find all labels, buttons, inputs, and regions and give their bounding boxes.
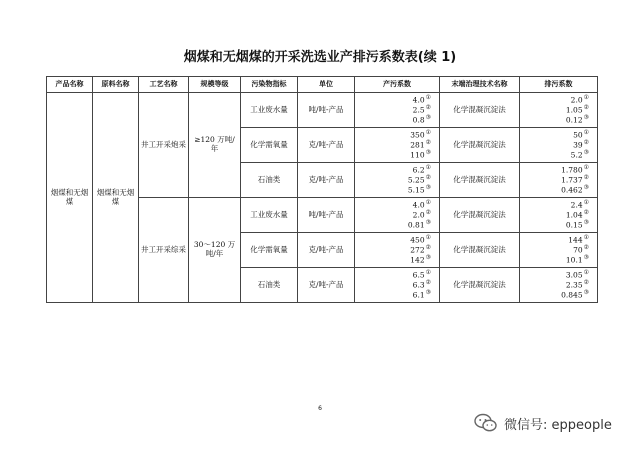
cell-produce-coef xyxy=(355,163,440,198)
cell-pollutant: 化学需氧量 xyxy=(241,233,298,268)
cell-tech: 化学混凝沉淀法 xyxy=(440,198,520,233)
header-material: 原料名称 xyxy=(93,77,139,93)
page-title: 烟煤和无烟煤的开采洗选业产排污系数表(续 1) xyxy=(183,50,457,65)
value-line: 1.737② xyxy=(561,173,589,185)
value-line: 1.05② xyxy=(565,103,589,115)
watermark-text: 微信号: eppeople xyxy=(504,417,612,433)
value-line: 6.3② xyxy=(412,278,431,290)
value-line: 1.780① xyxy=(561,163,589,175)
value-line: 6.2① xyxy=(412,163,431,175)
cell-unit: 克/吨-产品 xyxy=(298,163,355,198)
cell-tech: 化学混凝沉淀法 xyxy=(440,233,520,268)
value-line: 0.462③ xyxy=(561,184,589,195)
value-line: 0.12③ xyxy=(565,114,589,125)
cell-pollutant: 石油类 xyxy=(241,163,298,198)
cell-emit-coef xyxy=(520,128,598,163)
value-line: 3.05① xyxy=(565,268,589,280)
cell-material: 烟煤和无烟煤 xyxy=(93,93,139,303)
page-number: 6 xyxy=(318,405,322,412)
header-product: 产品名称 xyxy=(47,77,93,93)
header-scale: 规模等级 xyxy=(189,77,241,93)
cell-unit: 克/吨-产品 xyxy=(298,268,355,303)
value-line: 0.845③ xyxy=(561,289,589,300)
cell-process: 井工开采综采 xyxy=(139,198,189,303)
cell-emit-coef xyxy=(520,233,598,268)
value-line: 144① xyxy=(568,233,589,245)
value-line: 2.0② xyxy=(412,208,431,220)
header-unit: 单位 xyxy=(298,77,355,93)
cell-scale: ≥120 万吨/年 xyxy=(189,93,241,198)
value-line: 1.04② xyxy=(565,208,589,220)
cell-pollutant: 工业废水量 xyxy=(241,93,298,128)
cell-process: 井工开采炮采 xyxy=(139,93,189,198)
cell-emit-coef xyxy=(520,93,598,128)
cell-pollutant: 石油类 xyxy=(241,268,298,303)
cell-unit: 克/吨-产品 xyxy=(298,233,355,268)
value-line: 2.35② xyxy=(565,278,589,290)
cell-emit-coef xyxy=(520,268,598,303)
cell-tech: 化学混凝沉淀法 xyxy=(440,93,520,128)
value-line: 2.0① xyxy=(570,93,589,105)
value-line: 142③ xyxy=(410,254,431,265)
cell-emit-coef xyxy=(520,198,598,233)
header-emit-coef: 排污系数 xyxy=(520,77,598,93)
value-line: 0.8③ xyxy=(412,114,431,125)
cell-tech: 化学混凝沉淀法 xyxy=(440,268,520,303)
value-line: 110③ xyxy=(410,149,431,160)
value-line: 5.25② xyxy=(407,173,431,185)
wechat-icon xyxy=(474,413,498,433)
value-line: 39② xyxy=(573,138,589,150)
cell-tech: 化学混凝沉淀法 xyxy=(440,128,520,163)
value-line: 6.1③ xyxy=(412,289,431,300)
cell-pollutant: 工业废水量 xyxy=(241,198,298,233)
table-row xyxy=(47,93,598,128)
cell-product: 烟煤和无烟煤 xyxy=(47,93,93,303)
cell-unit: 吨/吨-产品 xyxy=(298,198,355,233)
header-pollutant: 污染物指标 xyxy=(241,77,298,93)
value-line: 281② xyxy=(410,138,431,150)
value-line: 50① xyxy=(573,128,589,140)
value-line: 70② xyxy=(573,243,589,255)
value-line: 6.5① xyxy=(412,268,431,280)
cell-unit: 吨/吨-产品 xyxy=(298,93,355,128)
cell-produce-coef xyxy=(355,93,440,128)
value-line: 450① xyxy=(410,233,431,245)
cell-produce-coef xyxy=(355,198,440,233)
value-line: 2.5② xyxy=(412,103,431,115)
value-line: 0.15③ xyxy=(565,219,589,230)
cell-tech: 化学混凝沉淀法 xyxy=(440,163,520,198)
value-line: 272② xyxy=(410,243,431,255)
watermark xyxy=(474,412,612,434)
cell-scale: 30～120 万吨/年 xyxy=(189,198,241,303)
cell-produce-coef xyxy=(355,233,440,268)
cell-produce-coef xyxy=(355,128,440,163)
value-line: 5.15③ xyxy=(407,184,431,195)
header-process: 工艺名称 xyxy=(139,77,189,93)
cell-emit-coef xyxy=(520,163,598,198)
cell-produce-coef xyxy=(355,268,440,303)
cell-unit: 克/吨-产品 xyxy=(298,128,355,163)
value-line: 4.0① xyxy=(412,198,431,210)
value-line: 2.4① xyxy=(570,198,589,210)
value-line: 0.81③ xyxy=(407,219,431,230)
table-header-row xyxy=(47,77,598,93)
value-line: 4.0① xyxy=(412,93,431,105)
value-line: 5.2③ xyxy=(570,149,589,160)
header-tech: 末端治理技术名称 xyxy=(440,77,520,93)
value-line: 350① xyxy=(410,128,431,140)
value-line: 10.1③ xyxy=(565,254,589,265)
emission-coefficient-table xyxy=(46,76,598,303)
header-produce-coef: 产污系数 xyxy=(355,77,440,93)
cell-pollutant: 化学需氧量 xyxy=(241,128,298,163)
